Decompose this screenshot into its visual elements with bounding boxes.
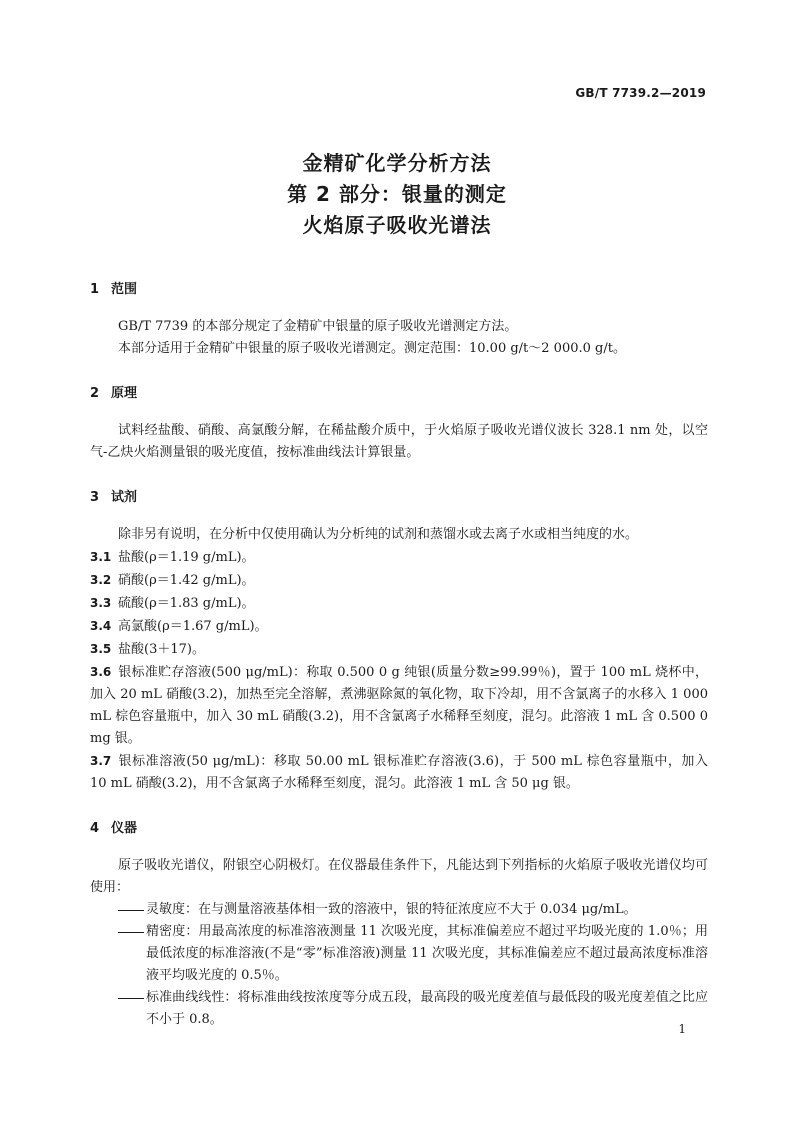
page-number: 1 <box>678 1022 686 1036</box>
section-number: 2 <box>90 386 100 401</box>
item-text: 硫酸(ρ＝1.83 g/mL)。 <box>118 596 255 611</box>
reagent-item <box>90 615 708 638</box>
paragraph: 除非另有说明，在分析中仅使用确认为分析纯的试剂和蒸馏水或去离子水或相当纯度的水。 <box>118 527 639 542</box>
section-heading-principle <box>90 384 708 404</box>
section-number: 4 <box>90 821 100 836</box>
item-number: 3.1 <box>90 550 112 564</box>
item-text: 盐酸(3＋17)。 <box>118 642 205 657</box>
item-text: 高氯酸(ρ＝1.67 g/mL)。 <box>118 619 268 634</box>
title-line-2: 第 2 部分：银量的测定 <box>287 182 507 206</box>
section-heading-scope <box>90 280 708 300</box>
item-text: 灵敏度：在与测量溶液基体相一致的溶液中，银的特征浓度应不大于 0.034 μg/mL。 <box>146 902 637 917</box>
item-number: 3.2 <box>90 573 112 587</box>
section-title: 仪器 <box>111 821 138 836</box>
title-line-3: 火焰原子吸收光谱法 <box>302 213 492 237</box>
item-text: 银标准贮存溶液(500 μg/mL)：称取 0.500 0 g 纯银(质量分数≥99.99％)，置于 100 mL 烧杯中，加入 20 mL 硝酸(3.2)，加热至完全溶解，煮沸驱除氮的氧化物，取下冷却，用不含氯离子的水移入 1 000 mL 棕色容量瓶中，加入 30 mL 硝酸(3.2)，用不含氯离子水稀释至刻度，混匀。此溶液 1 mL 含 0.500 0 mg 银。 <box>90 665 708 746</box>
reagent-item <box>90 569 708 592</box>
section-heading-reagents <box>90 488 708 508</box>
item-text: 盐酸(ρ＝1.19 g/mL)。 <box>118 550 255 565</box>
reagent-item <box>90 638 708 661</box>
item-number: 3.5 <box>90 642 112 656</box>
section-title: 范围 <box>111 282 138 297</box>
reagent-item <box>90 546 708 569</box>
document-title <box>0 148 794 241</box>
title-line-1: 金精矿化学分析方法 <box>302 151 492 175</box>
item-text: 标准曲线线性：将标准曲线按浓度等分成五段，最高段的吸光度差值与最低段的吸光度差值之比应不小于 0.8。 <box>146 990 708 1027</box>
section-number: 1 <box>90 282 100 297</box>
item-number: 3.6 <box>90 665 112 679</box>
section-number: 3 <box>90 490 100 505</box>
item-number: 3.3 <box>90 596 112 610</box>
item-text: 硝酸(ρ＝1.42 g/mL)。 <box>118 573 255 588</box>
paragraph: 本部分适用于金精矿中银量的原子吸收光谱测定。测定范围：10.00 g/t～2 000.0 g/t。 <box>118 341 626 356</box>
requirement-item <box>90 987 708 1031</box>
item-text: 银标准溶液(50 μg/mL)：移取 50.00 mL 银标准贮存溶液(3.6)，于 500 mL 棕色容量瓶中，加入 10 mL 硝酸(3.2)，用不含氯离子水稀释至刻度，混匀。此溶液 1 mL 含 50 μg 银。 <box>90 754 708 791</box>
item-number: 3.7 <box>90 754 112 768</box>
section-title: 试剂 <box>111 490 138 505</box>
paragraph: GB/T 7739 的本部分规定了金精矿中银量的原子吸收光谱测定方法。 <box>118 319 518 334</box>
reagent-item <box>90 750 708 795</box>
item-number: 3.4 <box>90 619 112 633</box>
paragraph: 试料经盐酸、硝酸、高氯酸分解，在稀盐酸介质中，于火焰原子吸收光谱仪波长 328.1 nm 处，以空气-乙炔火焰测量银的吸光度值，按标准曲线法计算银量。 <box>90 423 708 460</box>
paragraph: 原子吸收光谱仪，附银空心阴极灯。在仪器最佳条件下，凡能达到下列指标的火焰原子吸收光谱仪均可使用： <box>90 858 708 895</box>
requirement-item <box>90 899 708 921</box>
item-text: 精密度：用最高浓度的标准溶液测量 11 次吸光度，其标准偏差应不超过平均吸光度的 1.0％；用最低浓度的标准溶液(不是“零”标准溶液)测量 11 次吸光度，其标准偏差应不超过最高浓度标准溶液平均吸光度的 0.5％。 <box>146 924 708 983</box>
standard-code: GB/T 7739.2—2019 <box>575 86 706 100</box>
document-body <box>90 280 708 1031</box>
requirement-item <box>90 921 708 987</box>
reagent-item <box>90 661 708 750</box>
reagent-item <box>90 592 708 615</box>
section-heading-apparatus <box>90 819 708 839</box>
section-title: 原理 <box>111 386 138 401</box>
